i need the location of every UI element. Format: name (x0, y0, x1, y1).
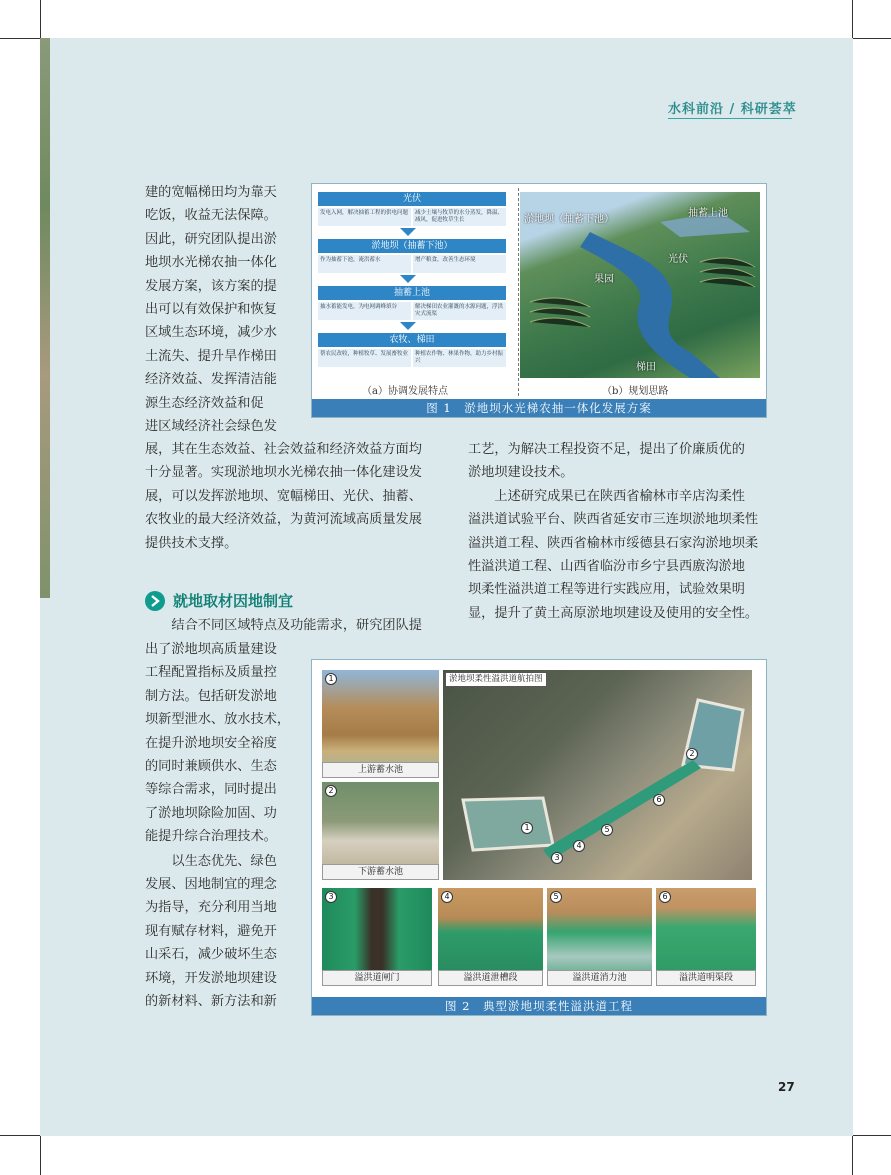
photo-downstream-pool (322, 782, 439, 880)
photo-label: 溢洪道消力池 (547, 970, 652, 986)
right-paragraph-1: 工艺，为解决工程投资不足，提出了价廉质优的 淤地坝建设技术。 (468, 442, 745, 481)
figure-1b-label: （b）规划思路 (602, 386, 669, 397)
photo-number: 4 (441, 891, 453, 903)
photo-label: 溢洪道闸门 (322, 970, 432, 986)
figure-2 (311, 659, 767, 1016)
flow-step-dam: 淤地坝（抽蓄下池） 作为抽蓄下池，淹洪蓄水 增产粮食，改善生态环境 (318, 239, 506, 273)
header-rule (668, 118, 792, 119)
edge-landscape-strip (40, 38, 50, 598)
flow-arrow-icon (400, 228, 416, 236)
photo-number: 5 (550, 891, 562, 903)
aerial-marker: 5 (601, 824, 613, 836)
photo-label: 下游蓄水池 (322, 864, 439, 880)
photo-upstream-pool (322, 670, 439, 778)
aerial-marker: 2 (686, 748, 698, 760)
aerial-marker: 3 (551, 852, 563, 864)
intro-paragraph: 建的宽幅梯田均为靠天 吃饭，收益无法保障。 因此，研究团队提出淤 地坝水光梯农抽一体化 发展方案，该方案的提 出可以有效保护和恢复 区域生态环境，减少水 土流失、提升旱作梯田 经济效益、发挥清洁能 源生态经济效益和促 进区域经济社会绿色发 (145, 185, 277, 435)
flow-arrow-icon (400, 322, 416, 330)
right-paragraph-2: 上述研究成果已在陕西省榆林市辛店沟柔性 溢洪道试验平台、陕西省延安市三连坝淤地坝柔性 溢洪道工程、陕西省榆林市绥德县石家沟淤地坝柔 性溢洪道工程、山西省临汾市乡宁县西廒沟淤地 坝柔性溢洪道工程等进行实践应用，试验效果明 显，提升了黄土高原淤地坝建设及使用的安全性。 (468, 488, 759, 621)
figure-2-caption: 图 2 典型淤地坝柔性溢洪道工程 (312, 997, 766, 1015)
map-label-upper-pool: 抽蓄上池 (688, 208, 728, 219)
photo-spillway-gate (322, 888, 432, 986)
page-number: 27 (778, 1080, 795, 1094)
aerial-drawing (443, 670, 752, 880)
section-title: 就地取材因地制宜 (173, 592, 294, 610)
aerial-title: 淤地坝柔性溢洪道航拍图 (445, 672, 547, 687)
figure-1-divider (518, 188, 519, 396)
intro-column (145, 181, 305, 438)
map-label-pv: 光伏 (668, 254, 688, 265)
photo-number: 6 (659, 891, 671, 903)
figure-1 (311, 183, 767, 418)
flow-arrow-icon (400, 275, 416, 283)
figure-1a-label: （a）协调发展特点 (362, 386, 448, 397)
section-paragraph-2: 以生态优先、绿色 发展、因地制宜的理念 为指导，充分利用当地 现有赋存材料，避免开 山采石，减少破坏生态 环境，开发淤地坝建设 的新材料、新方法和新 (145, 853, 277, 1010)
running-header: 水科前沿 / 科研荟萃 (668, 102, 797, 117)
photo-aerial (443, 670, 752, 880)
section-paragraph: 出了淤地坝高质量建设 工程配置指标及质量控 制方法。包括研发淤地 坝新型泄水、放水技术， 在提升淤地坝安全裕度 的同时兼顾供水、生态 等综合需求，同时提出 了淤地坝除险加固、功 能提升综合治理技术。 (145, 642, 291, 845)
figure-1-caption: 图 1 淤地坝水光梯农抽一体化发展方案 (312, 399, 766, 417)
section-heading (145, 590, 293, 611)
intro-wide-column (145, 438, 455, 555)
planning-map-image (520, 192, 760, 378)
map-label-terrace: 梯田 (636, 362, 656, 373)
photo-label: 上游蓄水池 (322, 762, 439, 778)
photo-label: 溢洪道明渠段 (656, 970, 756, 986)
section-paragraph-start: 结合不同区域特点及功能需求，研究团队提 (171, 618, 422, 633)
aerial-marker: 6 (653, 794, 665, 806)
photo-number: 1 (325, 673, 337, 685)
photo-open-channel (656, 888, 756, 986)
flow-step-pv: 光伏 发电入网，解决抽蓄工程的供电问题 减少土壤与牧草的水分蒸发，降温、减风，促进牧草生长 (318, 192, 506, 226)
flow-step-farming: 农牧、梯田 帮农民改收，种植牧草、发展畜牧业 种植农作物、林果作物，助力乡村振兴 (318, 333, 506, 367)
photo-stilling-basin (547, 888, 652, 986)
map-label-orchard: 果园 (594, 274, 614, 285)
aerial-marker: 4 (573, 840, 585, 852)
flow-step-upper-pool: 抽蓄上池 抽水蓄能发电，为电网调峰填谷 解决梯田农业灌溉的水源问题，浮洪灾式流渠 (318, 286, 506, 320)
photo-number: 3 (325, 891, 337, 903)
photo-number: 2 (325, 785, 337, 797)
section-wide-line (145, 614, 455, 637)
figure-1-flowchart (312, 184, 517, 382)
photo-chute-section (438, 888, 543, 986)
chevron-right-icon (145, 591, 165, 611)
right-column (468, 438, 773, 625)
photo-label: 溢洪道泄槽段 (438, 970, 543, 986)
intro-paragraph-cont: 展，其在生态效益、社会效益和经济效益方面均 十分显著。实现淤地坝水光梯农抽一体化建设发 展，可以发挥淤地坝、宽幅梯田、光伏、抽蓄、 农牧业的最大经济效益，为黄河流域高质量发展 提供技术支撑。 (145, 442, 422, 551)
aerial-marker: 1 (521, 822, 533, 834)
map-label-dam: 淤地坝（抽蓄下池） (524, 214, 614, 225)
section-column (145, 638, 305, 1014)
